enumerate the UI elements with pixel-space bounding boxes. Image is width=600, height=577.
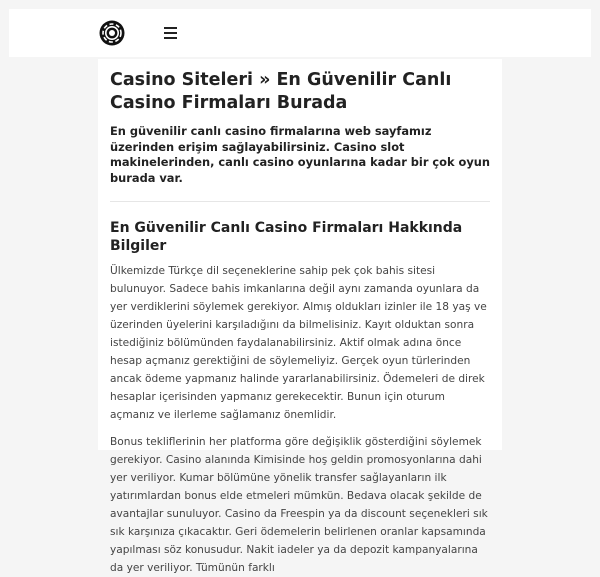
casino-chip-icon[interactable] [99,20,125,46]
section-title: En Güvenilir Canlı Casino Firmaları Hakkında Bilgiler [110,220,463,254]
page-title: Casino Siteleri » En Güvenilir Canlı Casino Firmaları Burada [110,70,452,113]
article-paragraph: Ülkemizde Türkçe dil seçeneklerine sahip pek çok bahis sitesi bulunuyor. Sadece bahis imkanlarına değil aynı zamanda oyunlara da yer verdiklerini söylemek gerekiyor. Almış oldukları izinler ile 18 yaş ve üzerinden üyelerini karşıladığını da bilmelisiniz. Kayıt olduktan sonra istediğiniz bölümünden faydalanabilirsiniz. Aktif olmak adına önce hesap açmanız gerektiğini de söylemeliyiz. Gerçek oyun türlerinden ancak ödeme yapmanız halinde yararlanabilirsiniz. Ödemeleri de direk hesaplar içerisinden yapmanız gerekecektir. Bunun için oturum açmanız ve ilerleme sağlamanız önemlidir. [110,265,487,421]
hamburger-menu-icon[interactable] [164,27,177,39]
article-paragraph: Bonus tekliflerinin her platforma göre değişiklik gösterdiğini söylemek gerekiyor. Casino alanında Kimisinde hoş geldin promosyonlarına dahi yer veriliyor. Kumar bölümüne yönelik transfer sağlayanların ilk yatırımlardan bonus elde etmeleri mümkün. Bedava olacak şekilde de avantajlar sunuluyor. Casino da Freespin ya da discount seçenekleri sık sık karşınıza çıkacaktır. Geri ödemelerin belirlenen oranlar kapsamında yapılması söz konusudur. Nakit iadeler ya da depozit kampanyalarına da yer veriliyor. Tümünün farklı [110,436,488,574]
site-header [9,9,591,57]
article-intro: En güvenilir canlı casino firmalarına web sayfamız üzerinden erişim sağlayabilirsiniz. Casino slot makinelerinden, canlı casino oyunlarına kadar bir çok oyun burada var. [110,124,491,185]
article-card [98,59,502,574]
divider [110,201,490,202]
